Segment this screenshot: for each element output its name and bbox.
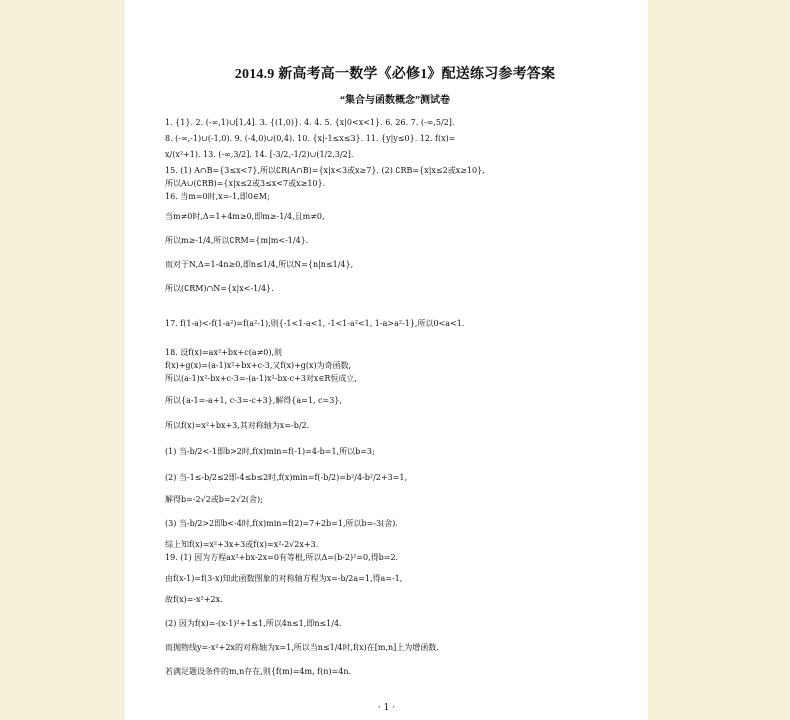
answer-line: (2) 因为f(x)=-(x-1)²+1≤1,所以4n≤1,即n≤1/4.: [165, 619, 342, 628]
answer-line: (2) 当-1≤-b/2≤2即-4≤b≤2时,f(x)min=f(-b/2)=b²/4-b²/2+3=1,: [165, 473, 408, 482]
section-subtitle: “集合与函数概念”测试卷: [340, 95, 450, 106]
answer-line: 解得b=-2√2或b=2√2(舍);: [165, 495, 263, 504]
answer-line: 所以m≥-1/4,所以∁RM={m|m<-1/4}.: [165, 236, 309, 245]
answer-line: 19. (1) 因为方程ax²+bx-2x=0有等根,所以Δ=(b-2)²=0,得b=2.: [165, 553, 399, 562]
document-content: [165, 66, 625, 678]
answer-line: x/(x²+1). 13. (-∞,3/2]. 14. [-3/2,-1/2)∪(1/2,3/2].: [165, 150, 354, 159]
page-number: · 1 ·: [377, 703, 396, 713]
answer-line: 17. f(1-a)<-f(1-a²)=f(a²-1),则{-1<1-a<1, -1<1-a²<1, 1-a>a²-1},所以0<a<1.: [165, 319, 465, 328]
answer-line: 所以(∁RM)∩N={x|x<-1/4}.: [165, 284, 274, 293]
document-page: [125, 0, 648, 720]
answer-line: 所以{a-1=-a+1, c-3=-c+3},解得{a=1, c=3},: [165, 396, 342, 405]
answer-line: 故f(x)=-x²+2x.: [165, 595, 223, 604]
answer-line: 所以A∪(∁RB)={x|x≤2或3≤x<7或x≥10}.: [165, 179, 326, 188]
answer-line: 而抛物线y=-x²+2x的对称轴为x=1,所以当n≤1/4时,f(x)在[m,n]上为增函数.: [165, 643, 439, 652]
answer-line: f(x)+g(x)=(a-1)x²+bx+c-3,又f(x)+g(x)为奇函数,: [165, 361, 352, 370]
answer-line: 所以(a-1)x²-bx+c-3=-(a-1)x²-bx-c+3对x∈R恒成立,: [165, 374, 357, 383]
answer-line: 18. 设f(x)=ax²+bx+c(a≠0),则: [165, 348, 283, 357]
answer-line: 16. 当m=0时,x=-1,即0∈M;: [165, 192, 270, 201]
answer-line: 15. (1) A∩B={3≤x<7},所以∁R(A∩B)={x|x<3或x≥7}. (2) ∁RB={x|x≤2或x≥10},: [165, 166, 485, 175]
answer-line: 所以f(x)=x²+bx+3,其对称轴为x=-b/2.: [165, 421, 310, 430]
answer-line: 综上知f(x)=x²+3x+3或f(x)=x²-2√2x+3.: [165, 540, 319, 549]
answer-line: 而对于N,Δ=1-4n≥0,即n≤1/4,所以N={n|n≤1/4},: [165, 260, 354, 269]
answer-line: 8. (-∞,-1)∪(-1,0). 9. (-4,0)∪(0,4). 10. {x|-1≤x≤3}. 11. {y|y≤0}. 12. f(x)=: [165, 134, 456, 143]
answer-line: (3) 当-b/2>2即b<-4时,f(x)min=f(2)=7+2b=1,所以b=-3(舍).: [165, 519, 398, 528]
answer-line: (1) 当-b/2<-1即b>2时,f(x)min=f(-1)=4-b=1,所以b=3;: [165, 447, 375, 456]
answer-line: 1. {1}. 2. (-∞,1)∪[1,4]. 3. {(1,0)}. 4. 4. 5. {x|0<x<1}. 6. 26. 7. (-∞,5/2].: [165, 118, 455, 127]
document-title: 2014.9 新高考高一数学《必修1》配送练习参考答案: [234, 67, 556, 82]
answer-line: 由f(x-1)=f(3-x)知此函数图象的对称轴方程为x=-b/2a=1,得a=-1,: [165, 574, 403, 583]
answer-line: 若满足题设条件的m,n存在,则{f(m)=4m, f(n)=4n.: [165, 667, 352, 676]
answer-line: 当m≠0时,Δ=1+4m≥0,即m≥-1/4,且m≠0,: [165, 212, 325, 221]
